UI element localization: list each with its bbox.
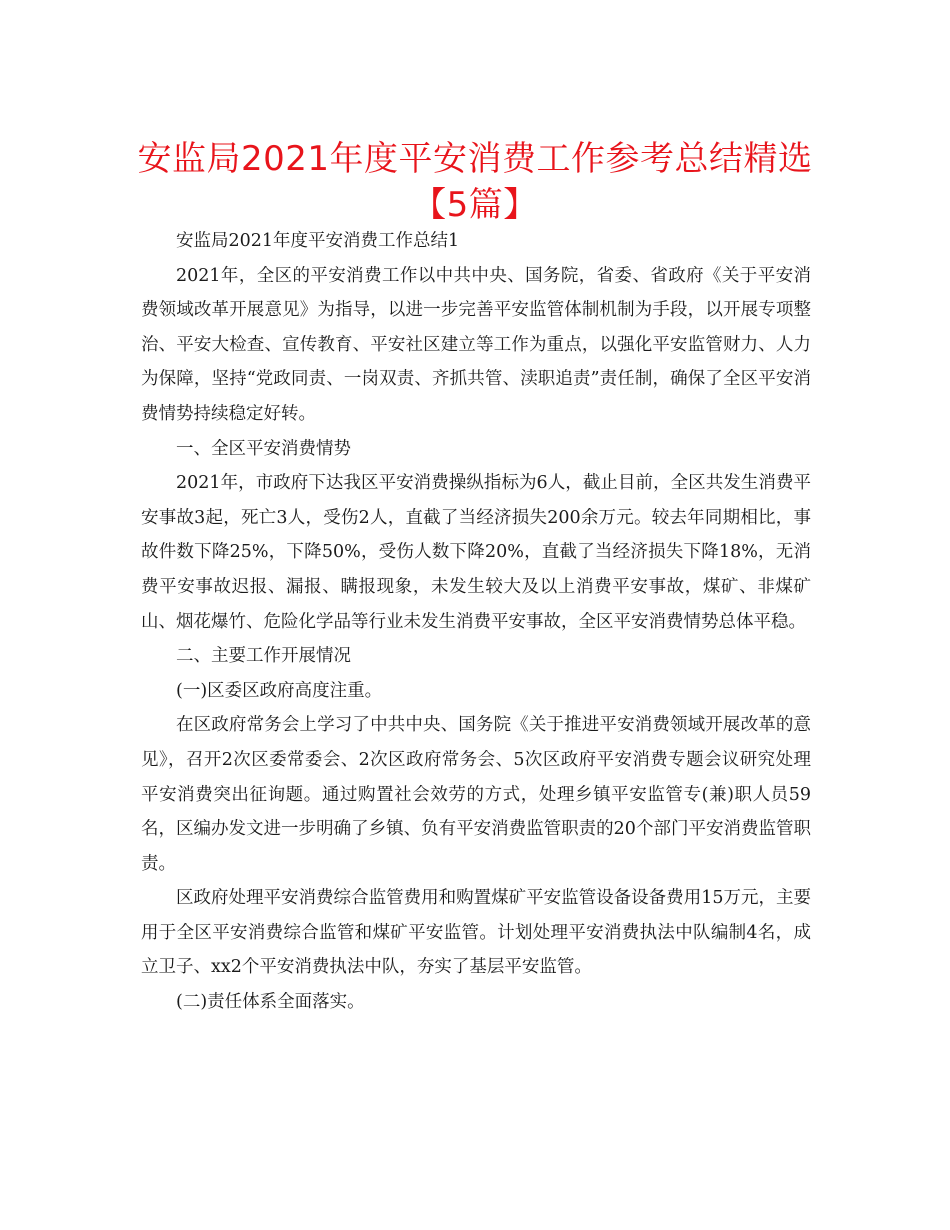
- paragraph-intro: 2021年，全区的平安消费工作以中共中央、国务院，省委、省政府《关于平安消费领域改革开展意见》为指导，以进一步完善平安监管体制机制为手段，以开展专项整治、平安大检查、宣传教育、平安社区建立等工作为重点，以强化平安监管财力、人力为保障，坚持“党政同责、一岗双责、齐抓共管、渎职追责”责任制，确保了全区平安消费情势持续稳定好转。: [141, 265, 811, 424]
- document-title: 安监局2021年度平安消费工作参考总结精选【5篇】: [137, 139, 813, 225]
- paragraph-funding: 区政府处理平安消费综合监管费用和购置煤矿平安监管设备设备费用15万元，主要用于全区平安消费综合监管和煤矿平安监管。计划处理平安消费执法中队编制4名，成立卫子、xx2个平安消费执法中队，夯实了基层平安监管。: [141, 888, 811, 978]
- paragraph-situation: 2021年，市政府下达我区平安消费操纵指标为6人，截止目前，全区共发生消费平安事故3起，死亡3人，受伤2人，直截了当经济损失200余万元。较去年同期相比，事故件数下降25%，下降50%，受伤人数下降20%，直截了当经济损失下降18%，无消费平安事故迟报、漏报、瞒报现象，未发生较大及以上消费平安事故，煤矿、非煤矿山、烟花爆竹、危险化学品等行业未发生消费平安事故，全区平安消费情势总体平稳。: [141, 473, 811, 632]
- paragraph-leadership: 在区政府常务会上学习了中共中央、国务院《关于推进平安消费领域开展改革的意见》，召开2次区委常委会、2次区政府常务会、5次区政府平安消费专题会议研究处理平安消费突出征询题。通过购置社会效劳的方式，处理乡镇平安监管专(兼)职人员59名，区编办发文进一步明确了乡镇、负有平安消费监管职责的20个部门平安消费监管职责。: [141, 715, 811, 874]
- subheading-leadership: (一)区委区政府高度注重。: [176, 680, 383, 701]
- section-heading-main-work: 二、主要工作开展情况: [176, 646, 351, 667]
- document-body: [141, 224, 811, 1020]
- section-heading-summary-1: 安监局2021年度平安消费工作总结1: [176, 231, 460, 251]
- subheading-responsibility: (二)责任体系全面落实。: [176, 992, 365, 1013]
- section-heading-situation: 一、全区平安消费情势: [176, 438, 351, 459]
